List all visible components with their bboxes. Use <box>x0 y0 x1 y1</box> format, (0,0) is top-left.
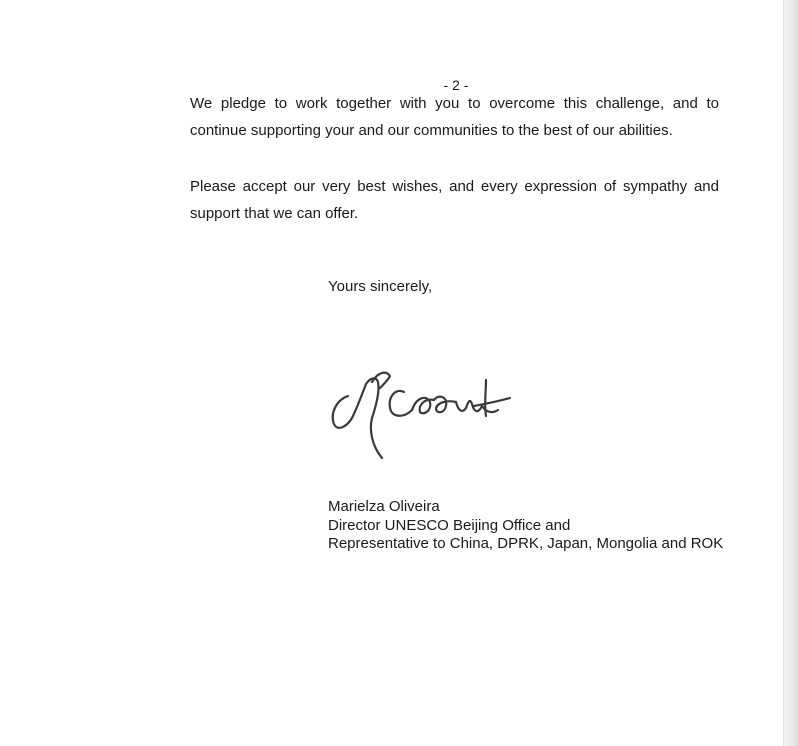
signatory-name: Marielza Oliveira <box>328 498 440 515</box>
signature-block <box>328 498 723 554</box>
body-paragraph-wishes: Please accept our very best wishes, and every expression of sympathy and support that we can offer. <box>190 178 719 222</box>
body-paragraph-pledge: We pledge to work together with you to overcome this challenge, and to continue supporting your and our communities to the best of our abilities. <box>190 95 719 139</box>
page-number: - 2 - <box>443 77 469 93</box>
signature-image <box>326 358 526 468</box>
closing-salutation: Yours sincerely, <box>328 278 433 295</box>
page-edge-shadow <box>784 0 798 746</box>
signatory-title-line-1: Director UNESCO Beijing Office and <box>328 516 571 534</box>
signatory-title-line-2: Representative to China, DPRK, Japan, Mongolia and ROK <box>328 535 724 552</box>
